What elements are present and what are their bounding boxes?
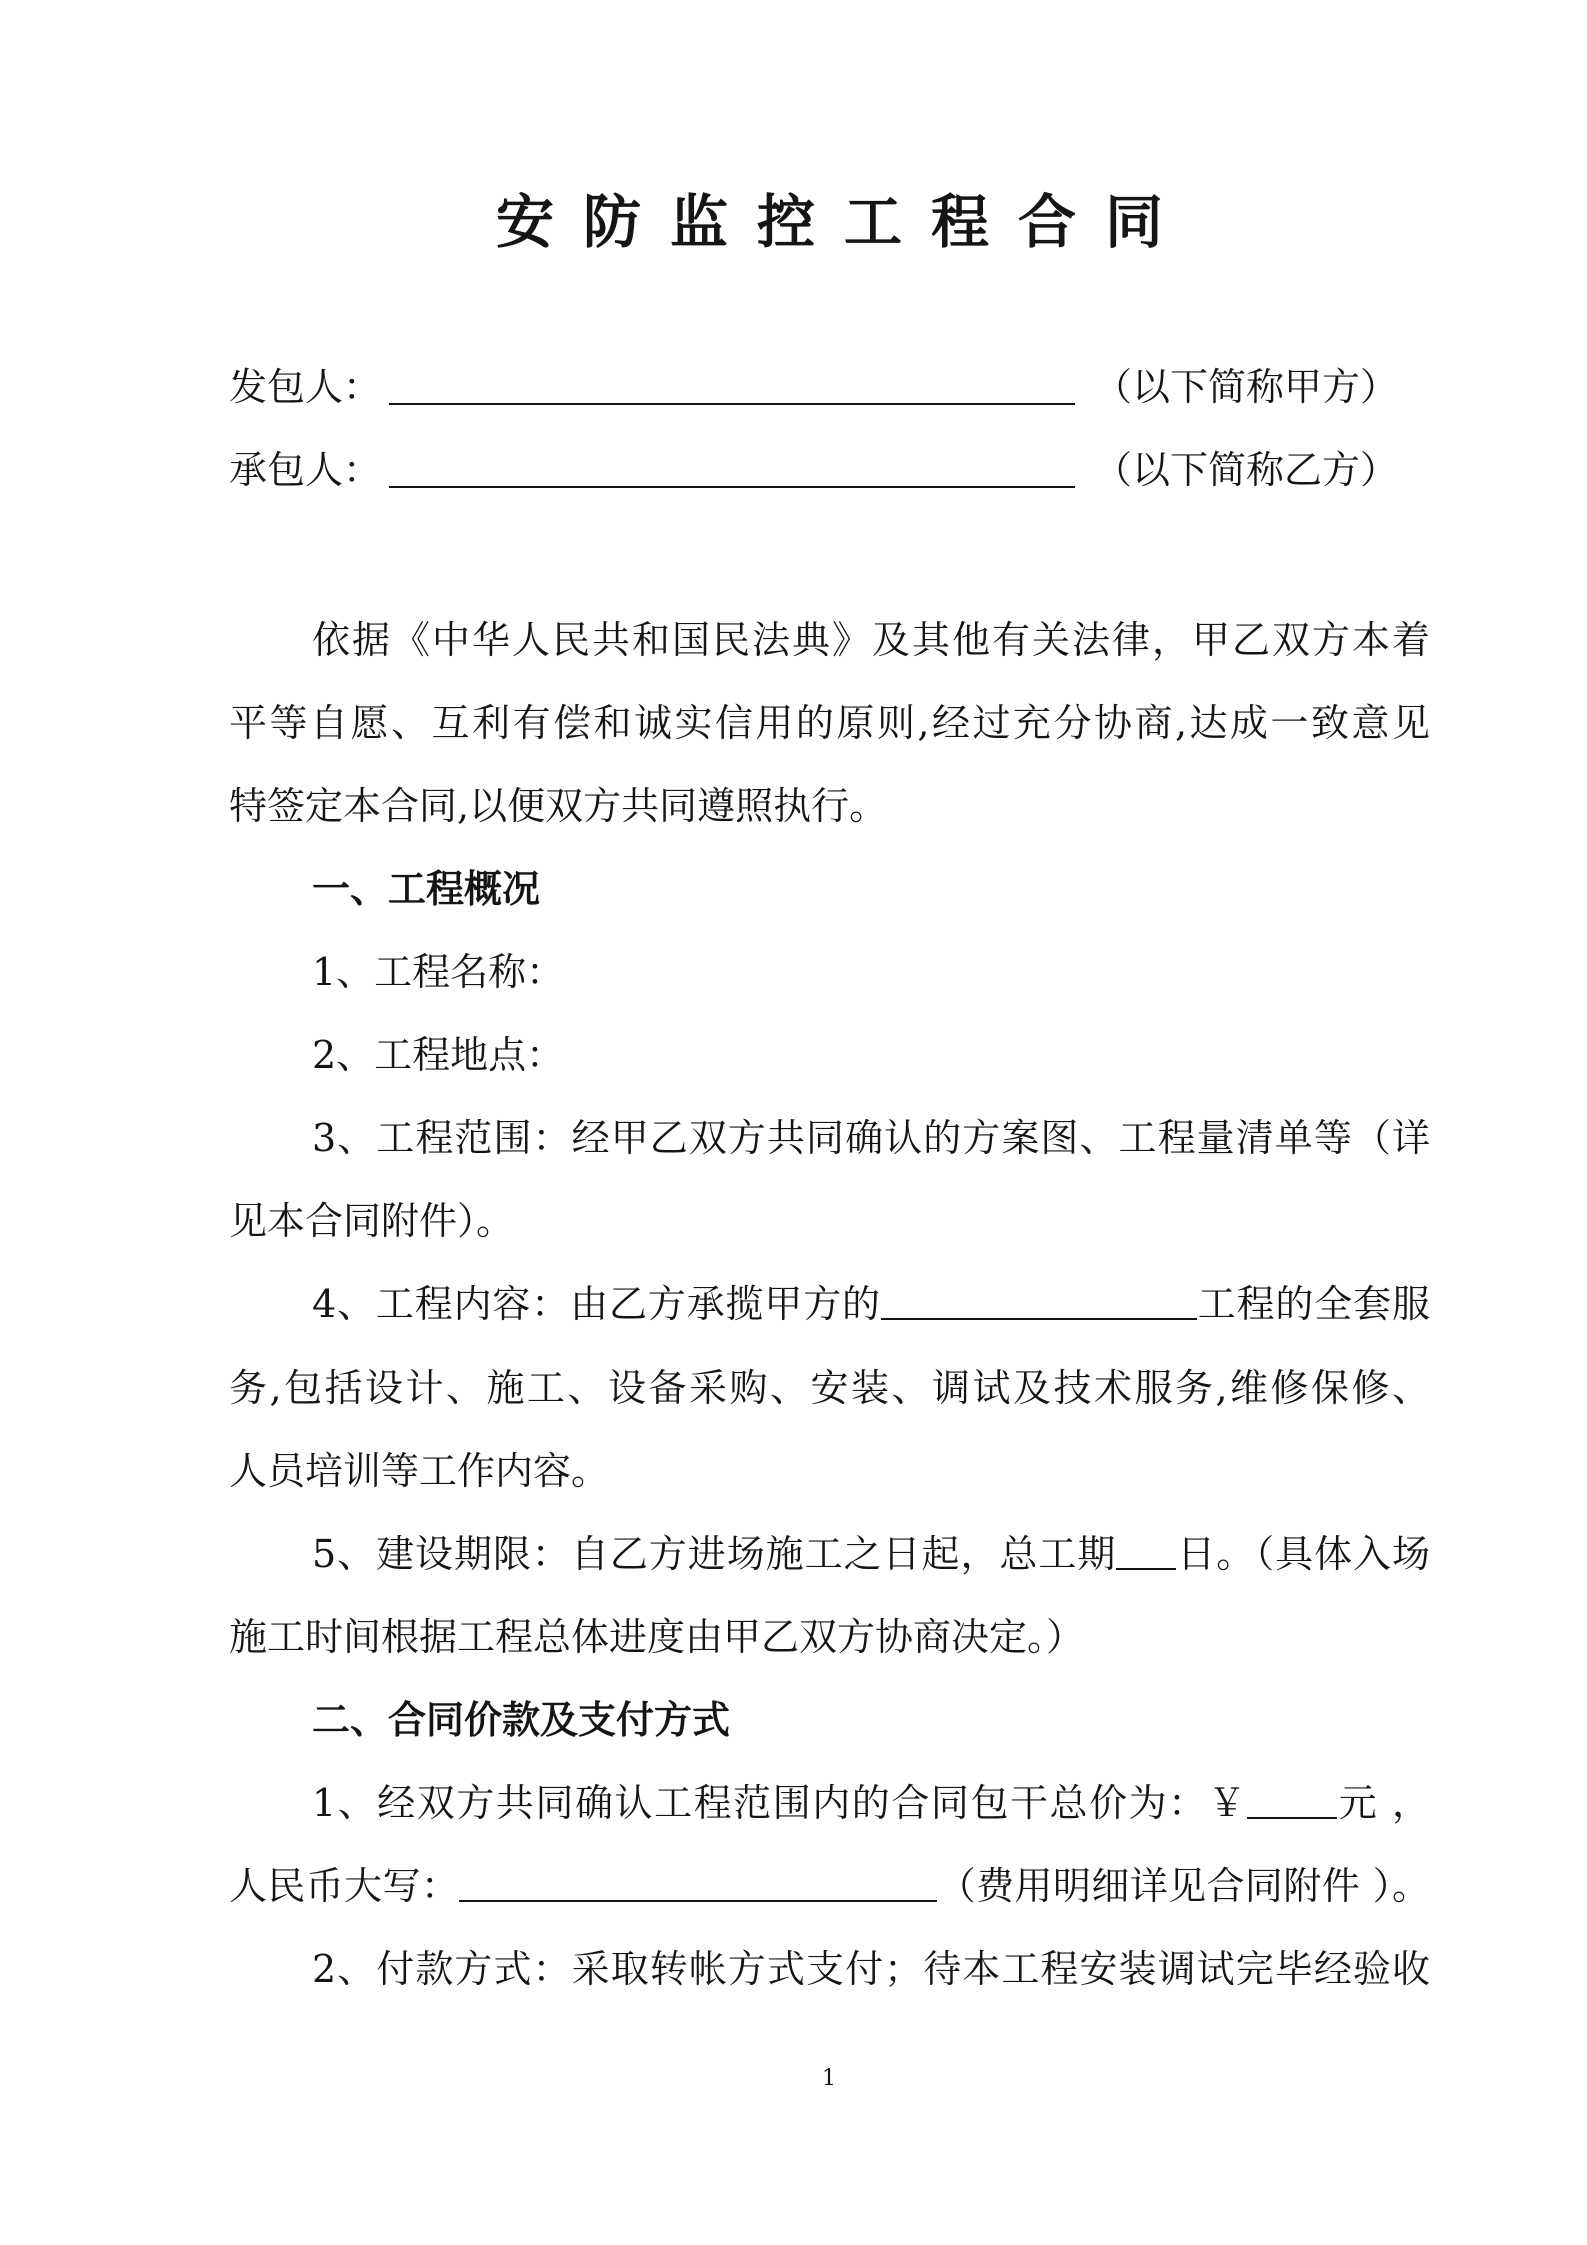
- fill-blank: [1247, 1816, 1337, 1819]
- clause-text: 人民币大写：: [229, 1864, 460, 1908]
- fill-blank: [1116, 1567, 1176, 1570]
- clause-text: 4、工程内容：由乙方承揽甲方的: [312, 1282, 881, 1326]
- contractor-label: 承包人：: [229, 448, 382, 492]
- preamble-line: 特签定本合同,以便双方共同遵照执行。: [229, 784, 888, 828]
- project-name-item: 1、工程名称：: [312, 950, 565, 994]
- contractor-note: （以下简称乙方）: [1094, 448, 1399, 492]
- employer-fill-line: [389, 403, 1075, 405]
- project-scope-item: 3、工程范围：经甲乙双方共同确认的方案图、工程量清单等（详: [312, 1116, 1430, 1160]
- clause-text: 5、建设期限：自乙方进场施工之日起，总工期: [312, 1532, 1117, 1576]
- section-heading: 二、合同价款及支付方式: [312, 1697, 731, 1742]
- project-content-item: 人员培训等工作内容。: [229, 1449, 610, 1493]
- construction-period-item: [312, 1529, 1430, 1579]
- preamble-line: 平等自愿、互利有偿和诚实信用的原则,经过充分协商,达成一致意见: [229, 701, 1430, 745]
- fill-blank: [881, 1317, 1197, 1320]
- clause-text: 元 ，: [1337, 1781, 1430, 1825]
- page-number: 1: [822, 2066, 836, 2091]
- contract-price-item: [229, 1861, 1430, 1911]
- clause-text: 日。（具体入场: [1176, 1532, 1430, 1576]
- preamble-line: 依据《中华人民共和国民法典》及其他有关法律，甲乙双方本着: [312, 618, 1430, 662]
- section-heading: 一、工程概况: [312, 866, 541, 911]
- fill-blank: [459, 1899, 937, 1902]
- contract-title: 安防监控工程合同: [495, 188, 1192, 256]
- project-content-item: 务,包括设计、施工、设备采购、安装、调试及技术服务,维修保修、: [229, 1366, 1430, 1410]
- contract-price-item: [312, 1778, 1430, 1828]
- payment-method-item: 2、付款方式：采取转帐方式支付；待本工程安装调试完毕经验收: [312, 1947, 1430, 1991]
- clause-text: 1、经双方共同确认工程范围内的合同包干总价为：￥: [312, 1781, 1248, 1825]
- project-scope-item: 见本合同附件）。: [229, 1199, 515, 1243]
- clause-text: （费用明细详见合同附件 ）。: [937, 1864, 1430, 1908]
- project-location-item: 2、工程地点：: [312, 1033, 565, 1077]
- employer-label: 发包人：: [229, 365, 382, 409]
- contractor-fill-line: [389, 486, 1075, 488]
- project-content-item: [312, 1279, 1430, 1329]
- construction-period-item: 施工时间根据工程总体进度由甲乙双方协商决定。）: [229, 1615, 1085, 1659]
- clause-text: 工程的全套服: [1196, 1282, 1430, 1326]
- employer-note: （以下简称甲方）: [1094, 365, 1399, 409]
